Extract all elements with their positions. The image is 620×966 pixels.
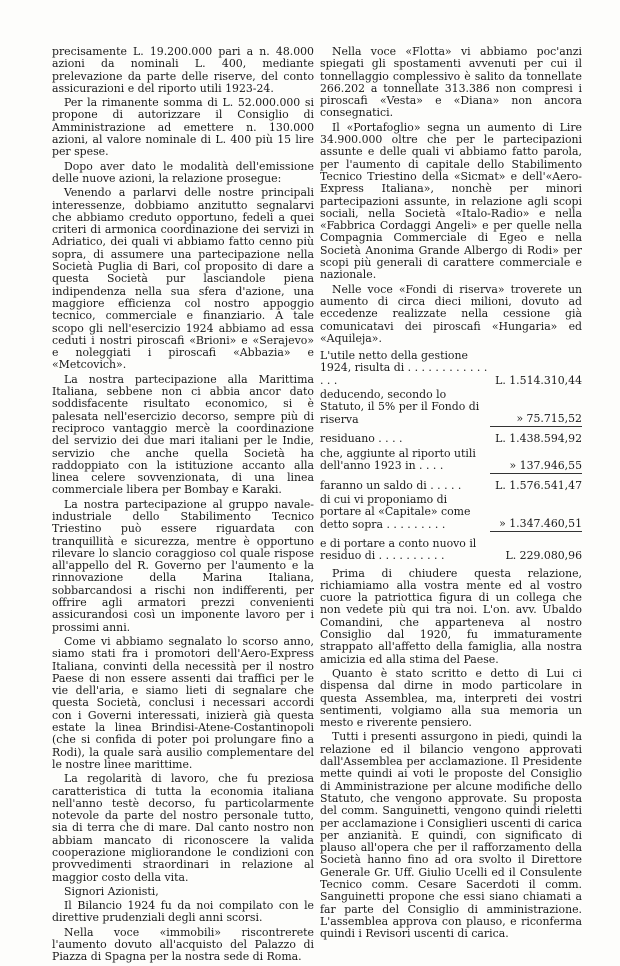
paragraph: Dopo aver dato le modalità dell'emissione delle nuove azioni, la relazione prosegue:	[52, 159, 314, 185]
paragraph: Nelle voce «Fondi di riserva» troverete un aumento di circa dieci milioni, dovuto ad eccedenze realizzate nella cessione già comunicatavi dei piroscafi «Hungaria» ed «Aquileja».	[320, 282, 582, 345]
ledger-row	[320, 388, 582, 427]
ledger-row	[320, 473, 582, 493]
paragraph: Per la rimanente somma di L. 52.000.000 si propone di autorizzare il Consiglio di Amministrazione ad emettere n. 130.000 azioni, al valore nominale di L. 400 più 15 lire per spese.	[52, 96, 314, 159]
ledger-description: che, aggiunte al riporto utili dell'anno 1923 in . . . .	[320, 446, 476, 472]
ledger-amount: » 137.946,55	[490, 447, 582, 474]
ledger-row	[320, 349, 582, 388]
ledger-description: faranno un saldo di . . . . .	[320, 478, 462, 492]
right-column	[320, 46, 582, 942]
paragraph: Quanto è stato scritto e detto di Lui ci dispensa dal dirne in modo particolare in questa Assemblea, ma, interpreti dei vostri sentimenti, volgiamo alla sua memoria un mesto e riverente pensiero.	[320, 666, 582, 730]
paragraph: La nostra partecipazione alla Marittima Italiana, sebbene non ci abbia ancor dato soddisfacente risultato economico, si è palesata nell'esercizio decorso, sempre più di reciproco vantaggio mercè la coordinazione del servizio dei due mari italiani per le Indie, servizio che anche quella Società ha raddoppiato con la istituzione accanto alla linea celere sovvenzionata, di una linea commerciale libera per Bombay e Karaki.	[52, 372, 314, 497]
paragraph: Il Bilancio 1924 fu da noi compilato con le direttive prudenziali degli anni scorsi.	[52, 899, 314, 925]
ledger-row	[320, 447, 582, 474]
paragraph: Nella voce «immobili» riscontrerete l'aumento dovuto all'acquisto del Palazzo di Piazza di Spagna per la nostra sede di Roma.	[52, 925, 314, 964]
paragraph: Il «Portafoglio» segna un aumento di Lire 34.900.000 oltre che per le partecipazioni assunte e delle quali vi abbiamo fatto parola, per l'aumento di capitale dello Stabilimento Tecnico Triestino della «Sicmat» e dell'«Aero-Express Italiana», nonchè per minori partecipazioni assunte, in relazione agli scopi sociali, nella Società «Italo-Radio» e nella «Fabbrica Cordaggi Angeli» e per quelle nella Compagnia Commerciale di Egeo e nella Società Anonima Grande Albergo di Rodi» per scopi più generali di carattere commerciale e nazionale.	[320, 120, 582, 282]
ledger-amount: L. 1.514.310,44	[495, 373, 582, 387]
paragraph: Signori Azionisti,	[64, 884, 159, 898]
ledger-row	[320, 427, 582, 447]
ledger-amount: » 1.347.460,51	[490, 493, 582, 532]
ledger-amount: L. 229.080,96	[505, 549, 582, 563]
paragraph: Venendo a parlarvi delle nostre principali interessenze, dobbiamo anzitutto segnalarvi che abbiamo creduto opportuno, fedeli a quei criteri di armonica coordinazione dei servizi in Adriatico, dei quali vi abbiamo fatto cenno più sopra, di assumere una partecipazione nella Società Puglia di Bari, col proposito di dare a questa Società pur lasciandole piena indipendenza nella sua sfera d'azione, una maggiore efficienza col nostro appoggio tecnico, commerciale e finanziario. A tale scopo gli nell'esercizio 1924 abbiamo ad essa ceduti i nostri piroscafi «Brioni» e «Serajevo» e noleggiati i piroscafi «Abbazia» e «Metcovich».	[52, 186, 314, 372]
right-column-bottom-text	[320, 568, 582, 941]
ledger-row	[320, 532, 582, 564]
ledger-description: residuano . . . .	[320, 432, 403, 446]
right-column-top-text	[320, 46, 582, 345]
ledger-amount: L. 1.438.594,92	[495, 432, 582, 446]
ledger-amount: L. 1.576.541,47	[495, 478, 582, 492]
ledger-description: deducendo, secondo lo Statuto, il 5% per il Fondo di riserva	[320, 388, 480, 426]
financial-ledger	[320, 349, 582, 563]
paragraph: La nostra partecipazione al gruppo navale-industriale dello Stabilimento Tecnico Triestino può essere riguardata con tranquillità e sicurezza, mentre è opportuno rilevare lo slancio coraggioso col quale rispose all'appello del R. Governo per l'aumento e la rinnovazione della Marina Italiana, sobbarcandosi a rischi non indifferenti, per offrire agli armatori prezzi convenienti assicurandosi così un imponente lavoro per i prossimi anni.	[52, 497, 314, 634]
paragraph: Prima di chiudere questa relazione, richiamiamo alla vostra mente ed al vostro cuore la patriottica figura di un collega che non vedete più qui tra noi. L'on. avv. Ubaldo Comandini, che apparteneva al nostro Consiglio dal 1920, fu immaturamente strappato all'affetto della famiglia, alla nostra amicizia ed alla stima del Paese.	[320, 566, 582, 666]
ledger-description: L'utile netto della gestione 1924, risulta di . . . . . . . . . . . . . . .	[320, 349, 488, 387]
paragraph: Nella voce «Flotta» vi abbiamo poc'anzi spiegati gli spostamenti avvenuti per cui il tonnellaggio complessivo è salito da tonnellate 266.202 a tonnellate 313.386 non compresi i piroscafi «Vesta» e «Diana» non ancora consegnatici.	[320, 45, 582, 120]
paragraph: precisamente L. 19.200.000 pari a n. 48.000 azioni da nominali L. 400, mediante prelevazione da parte delle riserve, del conto assicurazioni e del riporto utili 1923-24.	[52, 45, 314, 95]
ledger-amount: » 75.715,52	[490, 388, 582, 427]
ledger-description: e di portare a conto nuovo il residuo di . . . . . . . . . .	[320, 536, 477, 563]
ledger-description: di cui vi proponiamo di portare al «Capitale» come detto sopra . . . . . . . . .	[320, 493, 471, 531]
paragraph: La regolarità di lavoro, che fu preziosa caratteristica di tutta la economia italiana nell'anno testè decorso, fu particolarmente notevole da parte del nostro personale tutto, sia di terra che di mare. Dal canto nostro non abbiam mancato di riconoscere la valida cooperazione migliorandone le condizioni con provvedimenti straordinari in relazione al maggior costo della vita.	[52, 772, 314, 884]
paragraph: Tutti i presenti assurgono in piedi, quindi la relazione ed il bilancio vengono approvati dall'Assemblea per acclamazione. Il Presidente mette quindi ai voti le proposte del Consiglio di Amministrazione per alcune modifiche dello Statuto, che vengono approvate. Su proposta del comm. Sanguinetti, vengono quindi rieletti per acclamazione i Consiglieri uscenti di carica per anzianità. E quindi, con significato di plauso all'opera che per il rafforzamento della Società hanno fino ad ora svolto il Direttore Generale Gr. Uff. Giulio Ucelli ed il Consulente Tecnico comm. Cesare Sacerdoti il comm. Sanguinetti propone che essi siano chiamati a far parte del Consiglio di amministrazione. L'assemblea approva con plauso, e riconferma quindi i Revisori uscenti di carica.	[320, 730, 582, 941]
left-column	[52, 46, 314, 966]
paragraph: Come vi abbiamo segnalato lo scorso anno, siamo stati fra i promotori dell'Aero-Express Italiana, convinti della necessità per il nostro Paese di non essere assenti dai traffici per le vie dell'aria, e siamo lieti di segnalare che questa Società, conclusi i necessari accordi con i Governi interessati, inizierà già questa estate la linea Brindisi-Atene-Costantinopoli (che si confida di poter poi prolungare fino a Rodi), la quale sarà ausilio complementare del le nostre linee marittime.	[52, 634, 314, 771]
ledger-row	[320, 493, 582, 532]
